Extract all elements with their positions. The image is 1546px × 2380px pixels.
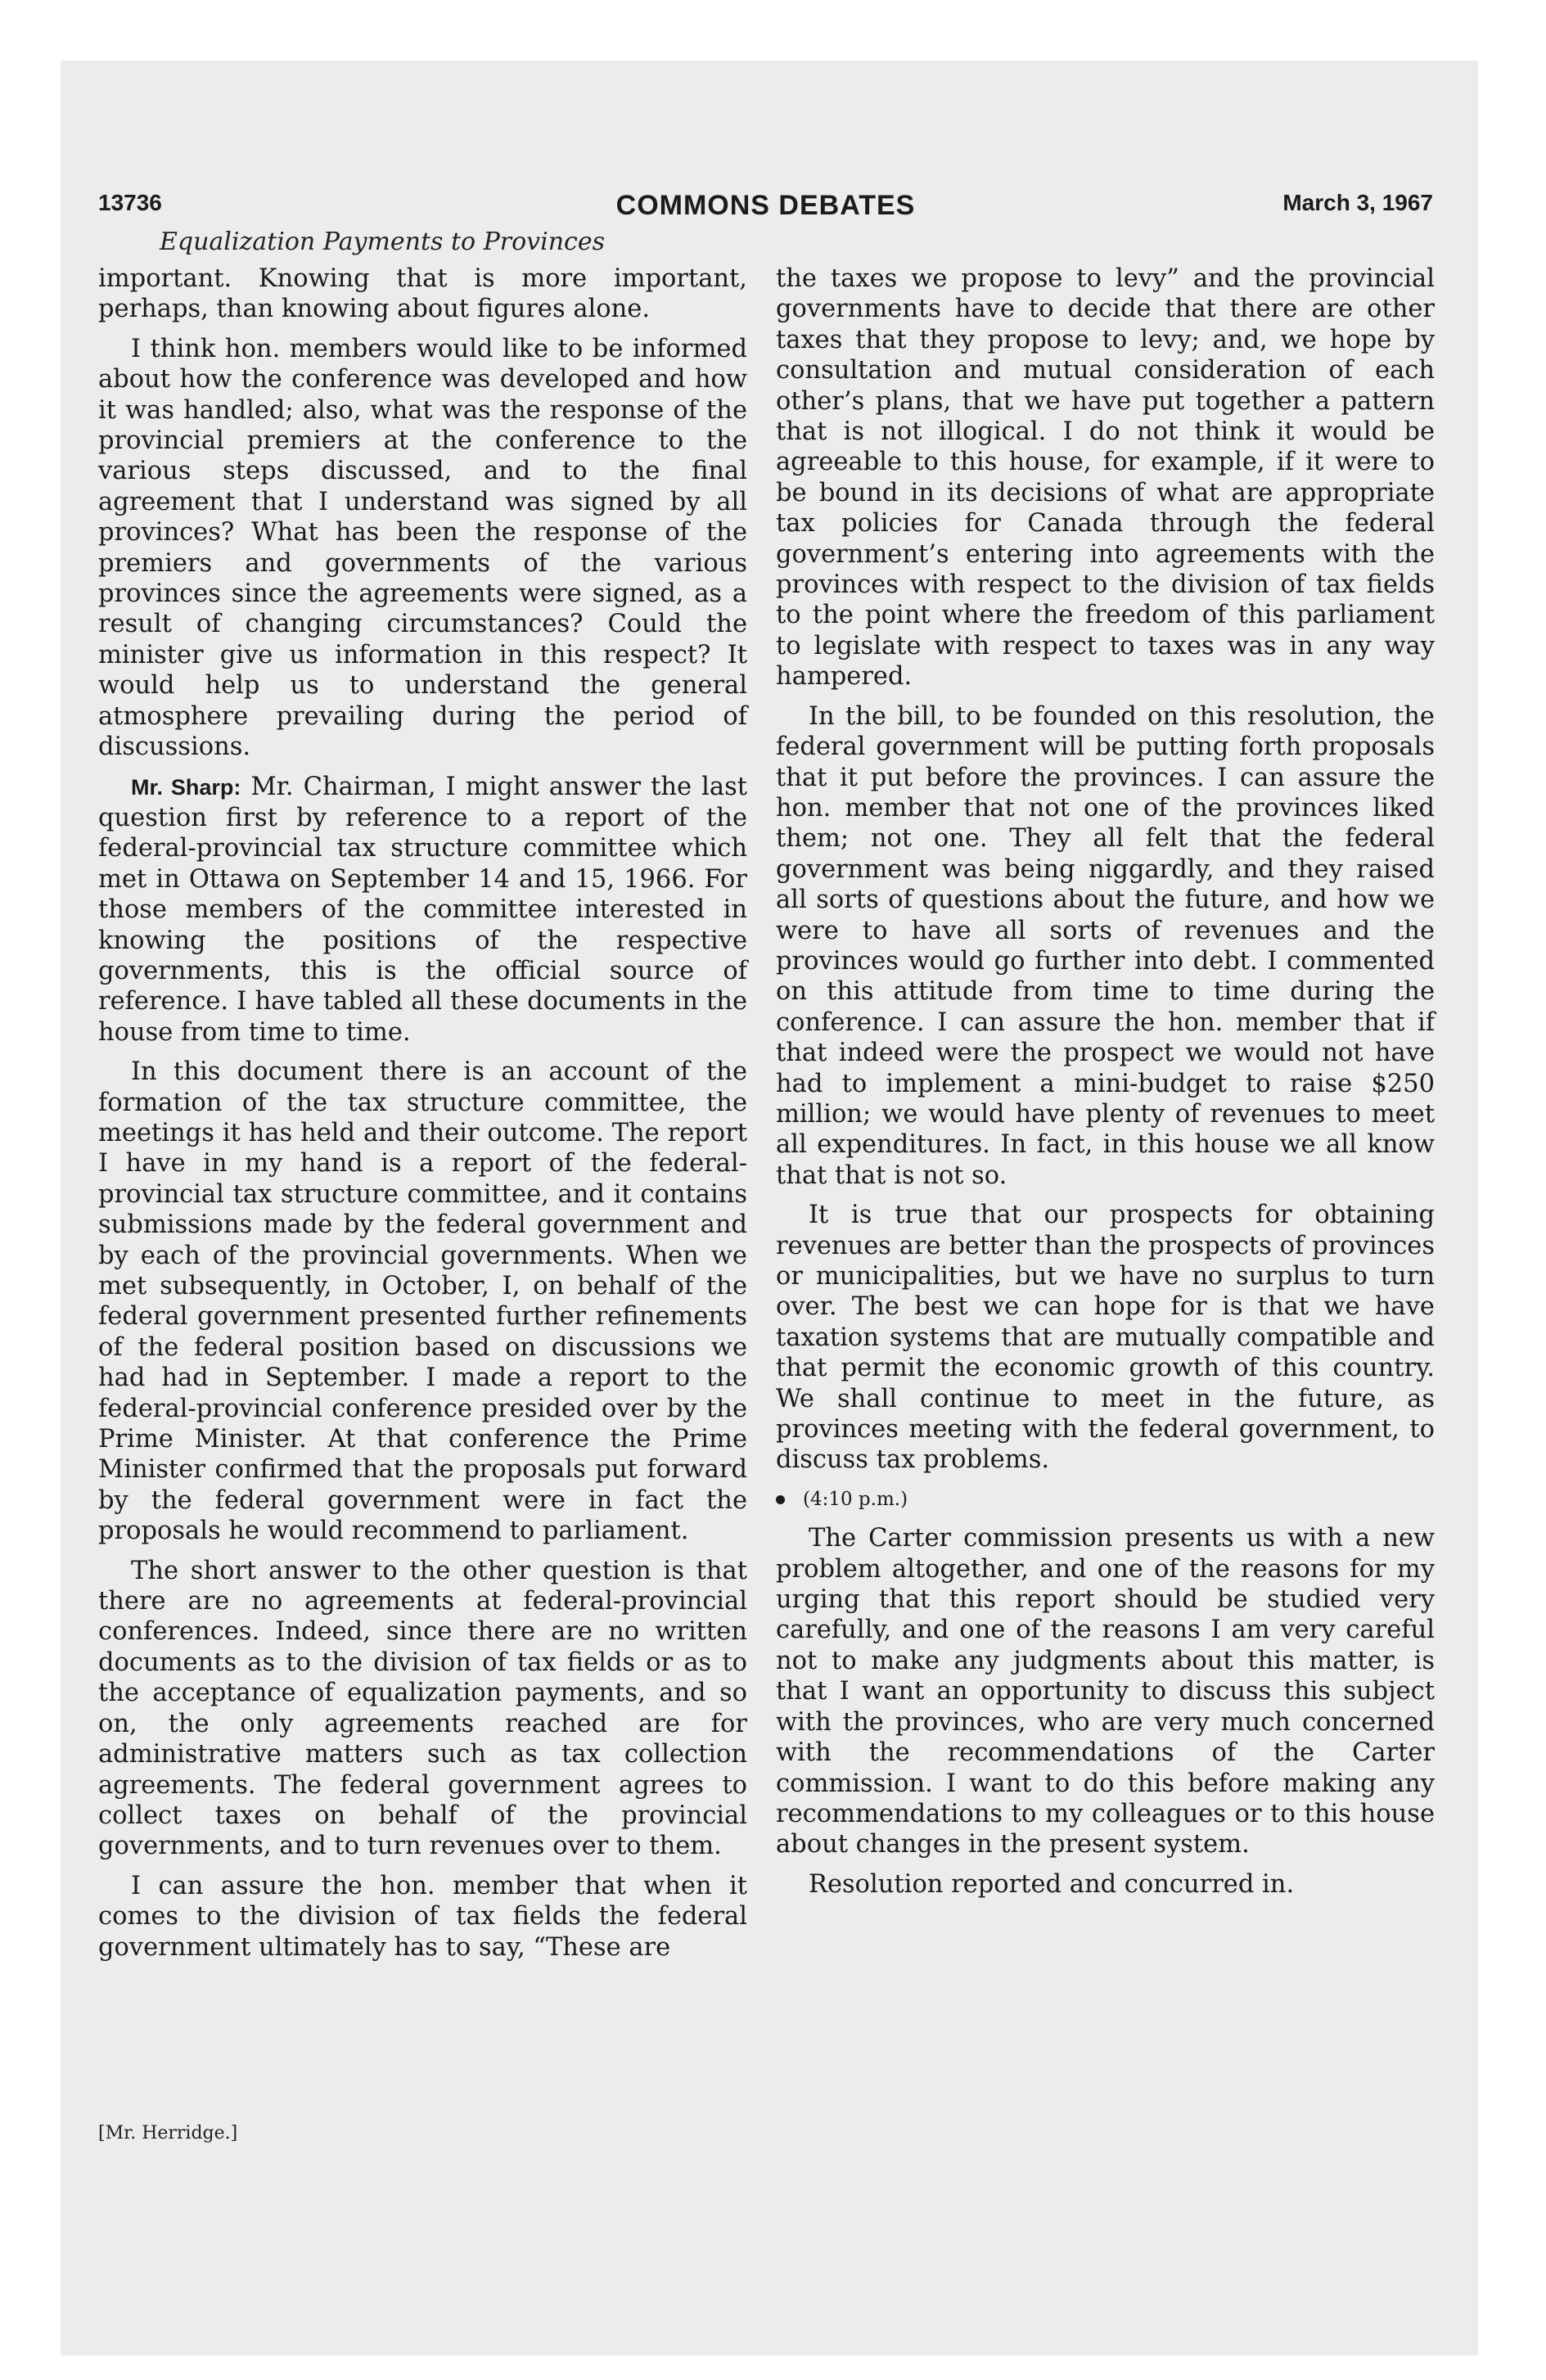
- paragraph: The Carter commission presents us with a new problem altogether, and one of the reasons for my urging that this report should be studied very carefully, and one of the reasons I am very careful not to make any judgments about this matter, is that I want an opportunity to discuss this subject with the provinces, who are very much concerned with the recommendations of the Carter commission. I want to do this before making any recommendations to my colleagues or to this house about changes in the present system.: [776, 1524, 1435, 1859]
- left-column: [98, 264, 747, 1972]
- paragraph: the taxes we propose to levy” and the provincial governments have to decide that there are other taxes that they propose to levy; and, we hope by consultation and mutual consideration of each other’s plans, that we have put together a pattern that is not illogical. I do not think it would be agreeable to this house, for example, if it were to be bound in its decisions of what are appropriate tax policies for Canada through the federal government’s entering into agreements with the provinces with respect to the division of tax fields to the point where the freedom of this parliament to legislate with respect to taxes was in any way hampered.: [776, 264, 1435, 692]
- time-stamp-text: (4:10 p.m.): [803, 1488, 908, 1510]
- speaker-footer: [Mr. Herridge.]: [98, 2123, 238, 2143]
- paragraph: The short answer to the other question is that there are no agreements at federal-provincial conferences. Indeed, since there are no written documents as to the division of tax fields or as to the acceptance of equalization payments, and so on, the only agreements reached are for administrative matters such as tax collection agreements. The federal government agrees to collect taxes on behalf of the provincial governments, and to turn revenues over to them.: [98, 1556, 747, 1861]
- journal-title: COMMONS DEBATES: [615, 190, 916, 221]
- issue-date: March 3, 1967: [1282, 190, 1433, 215]
- paragraph: It is true that our prospects for obtaining revenues are better than the prospects of provinces or municipalities, but we have no surplus to turn over. The best we can hope for is that we have taxation systems that are mutually compatible and that permit the economic growth of this country. We shall continue to meet in the future, as provinces meeting with the federal government, to discuss tax problems.: [776, 1201, 1435, 1475]
- paragraph: In the bill, to be founded on this resolution, the federal government will be putting forth proposals that it put before the provinces. I can assure the hon. member that not one of the provinces liked them; not one. They all felt that the federal government was being niggardly, and they raised all sorts of questions about the future, and how we were to have all sorts of revenues and the provinces would go further into debt. I commented on this attitude from time to time during the conference. I can assure the hon. member that if that indeed were the prospect we would not have had to implement a mini-budget to raise $250 million; we would have plenty of revenues to meet all expenditures. In fact, in this house we all know that that is not so.: [776, 701, 1435, 1190]
- bullet-icon: [776, 1495, 785, 1504]
- paragraph: I can assure the hon. member that when it comes to the division of tax fields the federal government ultimately has to say, “These are: [98, 1871, 747, 1962]
- paragraph: important. Knowing that is more important, perhaps, than knowing about figures alone.: [98, 264, 747, 324]
- paragraph: I think hon. members would like to be informed about how the conference was developed and how it was handled; also, what was the response of the provincial premiers at the conference to the various steps discussed, and to the final agreement that I understand was signed by all provinces? What has been the response of the premiers and governments of the various provinces since the agreements were signed, as a result of changing circumstances? Could the minister give us information in this respect? It would help us to understand the general atmosphere prevailing during the period of discussions.: [98, 334, 747, 762]
- paragraph: Resolution reported and concurred in.: [809, 1869, 1295, 1899]
- speaker-name: Mr. Sharp:: [131, 774, 241, 800]
- paragraph-text: Mr. Chairman, I might answer the last question first by reference to a report of the federal-provincial tax structure committee which met in Ottawa on September 14 and 15, 1966. For those members of the committee interested in knowing the positions of the respective governments, this is the official source of reference. I have tabled all these documents in the house from time to time.: [98, 772, 747, 1047]
- paragraph: [98, 772, 747, 1048]
- section-title: Equalization Payments to Provinces: [160, 228, 605, 256]
- page-number: 13736: [98, 190, 162, 215]
- time-stamp: [776, 1485, 1435, 1515]
- paragraph: In this document there is an account of the formation of the tax structure committee, the meetings it has held and their outcome. The report I have in my hand is a report of the federal-provincial tax structure committee, and it contains submissions made by the federal government and by each of the provincial governments. When we met subsequently, in October, I, on behalf of the federal government presented further refinements of the federal position based on discussions we had had in September. I made a report to the federal-provincial conference presided over by the Prime Minister. At that conference the Prime Minister confirmed that the proposals put forward by the federal government were in fact the proposals he would recommend to parliament.: [98, 1057, 747, 1546]
- right-column: [776, 264, 1435, 1909]
